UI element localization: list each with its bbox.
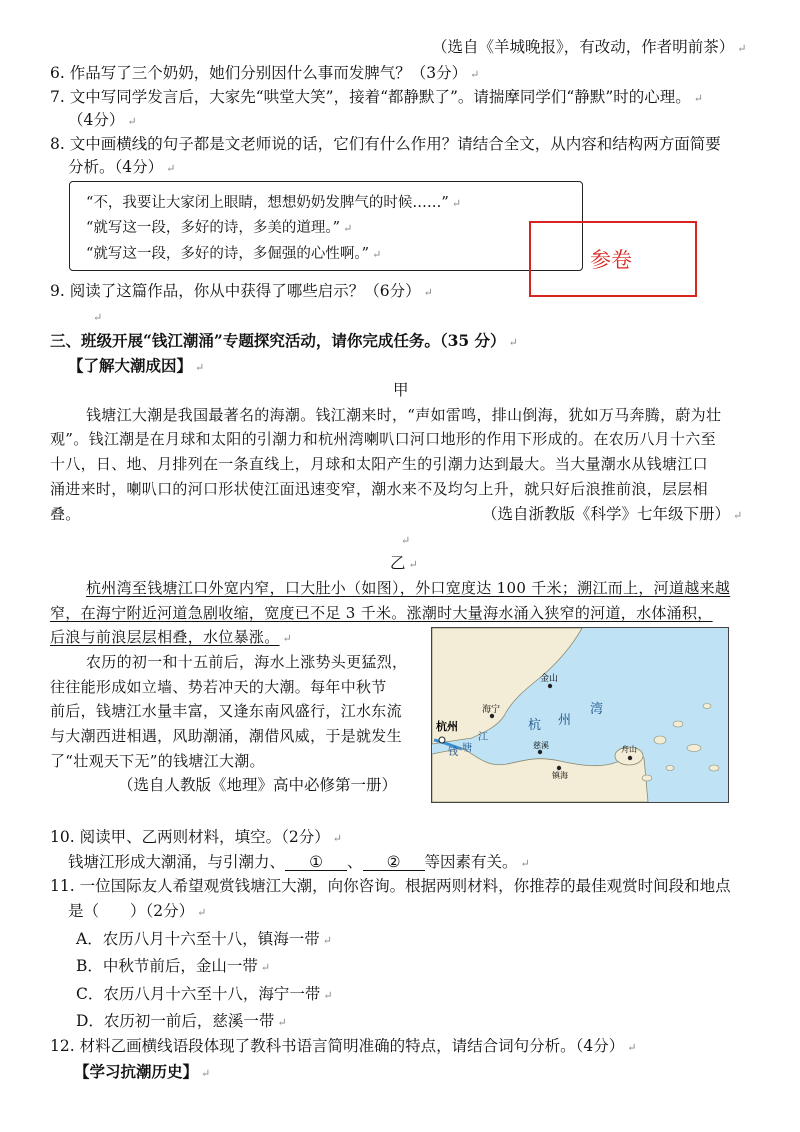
island [666, 766, 674, 771]
question-6: 6. 作品写了三个奶奶，她们分别因什么事而发脾气？（3分） ↵ [50, 64, 480, 82]
label-jinshan: 金山 [540, 674, 559, 684]
option-c: C．农历八月十六至十八，海宁一带 ↵ [76, 985, 333, 1003]
island [673, 721, 683, 727]
jia-source: （选自浙教版《科学》七年级下册） ↵ [482, 505, 743, 523]
question-7-line2: （4分） ↵ [68, 111, 137, 129]
cixi-dot [538, 750, 542, 754]
question-11-line1: 11. 一位国际友人希望观赏钱塘江大潮，向你咨询。根据两则材料，你推荐的最佳观赏时间段和地点 [50, 877, 731, 895]
blank-2[interactable]: ② [363, 854, 425, 871]
quote-2: “就写这一段，多好的诗，多美的道理。” ↵ [86, 220, 353, 236]
zhenhai-dot [557, 766, 561, 770]
label-jiang: 江 [478, 732, 488, 743]
section-3-heading: 三、班级开展“钱江潮涌”专题探究活动，请你完成任务。（35 分） ↵ [50, 331, 518, 350]
option-d: D．农历初一前后，慈溪一带 ↵ [76, 1012, 287, 1030]
question-10-fill: 钱塘江形成大潮涌，与引潮力、 ① 、 ② 等因素有关。 ↵ [68, 853, 530, 871]
option-a: A．农历八月十六至十八，镇海一带 ↵ [76, 930, 332, 948]
label-wan: 湾 [590, 702, 604, 717]
yi-underlined-2: 窄，在海宁附近河道急剧收缩，宽度已不足 3 千米。涨潮时大量海水涌入狭窄的河道，水体涌积， [50, 604, 713, 622]
island [642, 775, 652, 781]
question-10: 10. 阅读甲、乙两则材料，填空。（2分） ↵ [50, 828, 342, 846]
island [703, 704, 711, 709]
source-attribution: （选自《羊城晚报》，有改动，作者明前茶） ↵ [432, 38, 747, 56]
jia-line-3: 十八，日、地、月排列在一条直线上，月球和太阳产生的引潮力达到最大。当大量潮水从钱塘江口 [50, 455, 708, 473]
yi-line-1: 农历的初一和十五前后，海水上涨势头更猛烈， [86, 653, 408, 671]
question-8-line1: 8. 文中画横线的句子都是文老师说的话，它们有什么作用？请结合全文，从内容和结构两方面简要 [50, 135, 721, 153]
blank-line: ↵ [93, 311, 103, 324]
yi-underlined-3: 后浪与前浪层层相叠，水位暴涨。 [50, 628, 280, 646]
blank-1[interactable]: ① [285, 854, 347, 871]
option-b: B．中秋节前后，金山一带 ↵ [76, 957, 271, 975]
task-heading-2: 【学习抗潮历史】 ↵ [74, 1062, 211, 1081]
yi-underlined-3-wrap: 后浪与前浪层层相叠，水位暴涨。 ↵ [50, 628, 293, 646]
label-zhenhai: 镇海 [552, 771, 568, 780]
island [687, 745, 701, 752]
quote-1: “不，我要让大家闭上眼睛，想想奶奶发脾气的时候……” ↵ [86, 195, 462, 211]
yi-source: （选自人教版《地理》高中必修第一册） [118, 776, 398, 794]
yi-line-4: 与大潮西进相遇，风助潮涌，潮借风威，于是就发生 [50, 727, 402, 745]
question-8-line2: 分析。（4分） ↵ [68, 158, 176, 176]
label-zhoushan: 舟山 [621, 745, 637, 754]
task-heading-1: 【了解大潮成因】 ↵ [68, 356, 205, 375]
island [709, 765, 719, 771]
question-11-line2: 是（ ）（2分） ↵ [68, 902, 207, 920]
yi-line-5: 了“壮观天下无”的钱塘江大潮。 [50, 752, 265, 770]
material-yi-title: 乙 ↵ [390, 554, 418, 572]
yi-line-2: 往往能形成如立墙、势若冲天的大潮。每年中秋节 [50, 678, 387, 696]
hangzhou-dot [439, 737, 445, 743]
question-9: 9. 阅读了这篇作品，你从中获得了哪些启示？（6分） ↵ [50, 282, 433, 300]
label-cixi: 慈溪 [533, 741, 549, 750]
yi-line-3: 前后，钱塘江水量丰富，又逢东南风盛行，江水东流 [50, 702, 402, 720]
question-12: 12. 材料乙画横线语段体现了教科书语言简明准确的特点，请结合词句分析。（4分） ↵ [50, 1037, 637, 1055]
island [654, 736, 666, 744]
jia-line-2: 观”。钱江潮是在月球和太阳的引潮力和杭州湾喇叭口河口地形的作用下形成的。在农历八月十六至 [50, 430, 716, 448]
hangzhou-bay-map [431, 627, 729, 803]
label-hang: 杭 [528, 718, 542, 733]
jia-line-5: 叠。 [50, 505, 81, 523]
label-tang: 塘 [462, 743, 472, 754]
label-zhou: 州 [558, 713, 572, 728]
jia-line-4: 涌进来时，喇叭口的河口形状使江面迅速变窄，潮水来不及均匀上升，就只好后浪推前浪，层层相 [50, 480, 708, 498]
quote-3: “就写这一段，多好的诗，多倔强的心性啊。” ↵ [86, 246, 382, 262]
jinshan-dot [548, 684, 552, 688]
blank-line-2: ↵ [401, 534, 411, 547]
label-hangzhou: 杭州 [436, 720, 458, 733]
material-jia-title: 甲 [393, 381, 409, 399]
stamp-label: 参卷 [590, 248, 632, 272]
jia-line-1: 钱塘江大潮是我国最著名的海潮。钱江潮来时，“声如雷鸣，排山倒海，犹如万马奔腾，蔚为壮 [86, 406, 722, 424]
zhoushan-dot [628, 756, 632, 760]
yi-underlined-1: 杭州湾至钱塘江口外宽内窄，口大肚小（如图），外口宽度达 100 千米；溯江而上，河道越来越 [86, 579, 731, 597]
question-7-line1: 7. 文中写同学发言后，大家先“哄堂大笑”，接着“都静默了”。请揣摩同学们“静默”时的心理。 ↵ [50, 88, 703, 106]
label-qian: 钱 [448, 747, 458, 758]
label-haining: 海宁 [482, 705, 501, 715]
